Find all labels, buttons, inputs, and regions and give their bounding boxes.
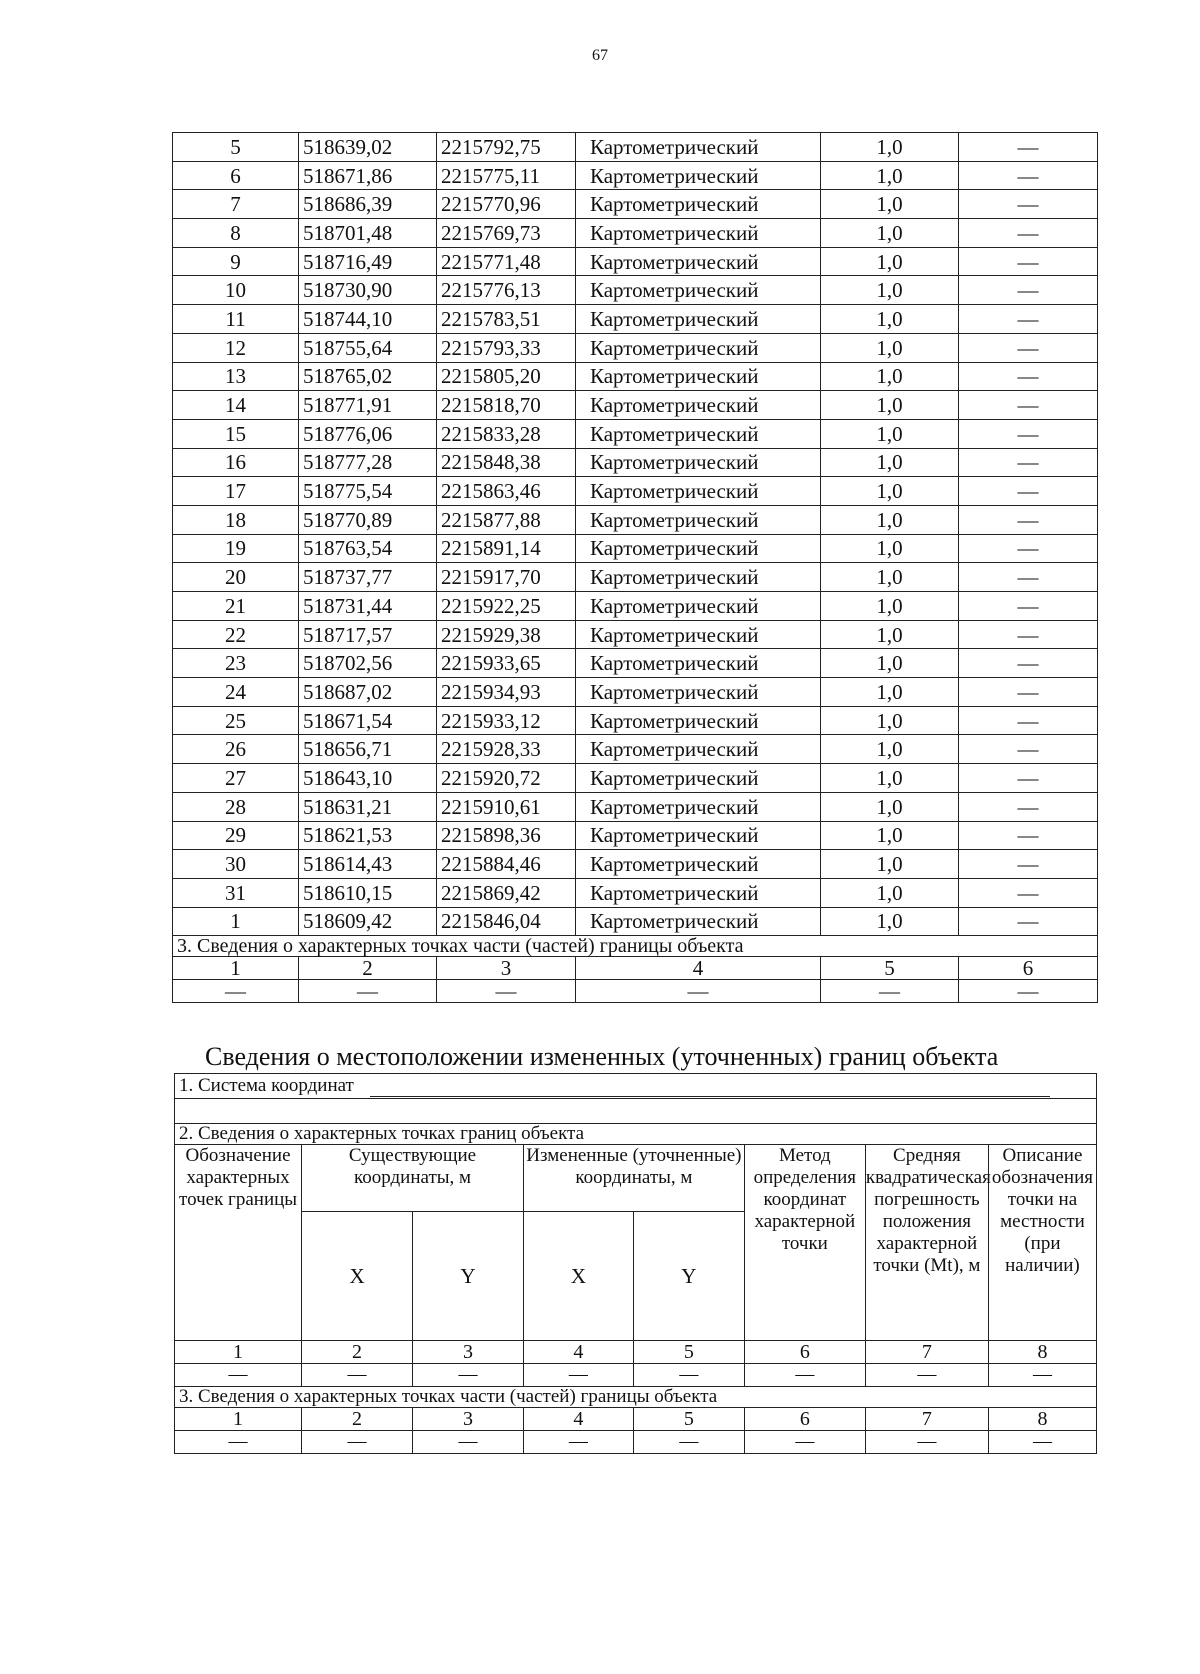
coord-y: 2215833,28: [437, 419, 576, 448]
point-number: 29: [173, 821, 299, 850]
table-row: [173, 276, 1098, 305]
point-number: 27: [173, 764, 299, 793]
description: —: [959, 792, 1098, 821]
point-number: 18: [173, 505, 299, 534]
point-number: 6: [173, 161, 299, 190]
method: Картометрический: [576, 907, 821, 936]
description: —: [959, 305, 1098, 334]
point-number: 11: [173, 305, 299, 334]
table-row: [173, 190, 1098, 219]
table-row: [173, 592, 1098, 621]
coord-y: 2215848,38: [437, 448, 576, 477]
description: —: [959, 161, 1098, 190]
coordinate-system-row: [175, 1074, 1097, 1099]
empty-dash: —: [175, 1431, 302, 1454]
table-row: [173, 333, 1098, 362]
table-row: [173, 649, 1098, 678]
point-number: 9: [173, 247, 299, 276]
error-value: 1,0: [821, 505, 959, 534]
coord-x: 518614,43: [299, 850, 437, 879]
empty-dash: —: [744, 1364, 865, 1387]
coord-x: 518671,86: [299, 161, 437, 190]
coord-y: 2215818,70: [437, 391, 576, 420]
empty-dash: —: [413, 1364, 524, 1387]
description: —: [959, 505, 1098, 534]
coord-y: 2215771,48: [437, 247, 576, 276]
method: Картометрический: [576, 276, 821, 305]
point-number: 10: [173, 276, 299, 305]
empty-dash: —: [437, 980, 576, 1003]
point-number: 19: [173, 534, 299, 563]
section-title: Сведения о местоположении измененных (уточненных) границ объекта: [205, 1042, 999, 1071]
column-number: 5: [633, 1408, 744, 1431]
coord-x: 518621,53: [299, 821, 437, 850]
empty-dash: —: [302, 1431, 413, 1454]
coord-y: 2215933,65: [437, 649, 576, 678]
point-number: 26: [173, 735, 299, 764]
coord-y: 2215776,13: [437, 276, 576, 305]
table-row: [173, 247, 1098, 276]
empty-dash: —: [413, 1431, 524, 1454]
coord-x: 518744,10: [299, 305, 437, 334]
coord-x: 518776,06: [299, 419, 437, 448]
column-number: 4: [576, 957, 821, 980]
section-2-heading: 2. Сведения о характерных точках границ объекта: [175, 1124, 1097, 1145]
coord-x: 518610,15: [299, 878, 437, 907]
column-number: 5: [633, 1341, 744, 1364]
description: —: [959, 247, 1098, 276]
method: Картометрический: [576, 649, 821, 678]
method: Картометрический: [576, 563, 821, 592]
empty-dash: —: [959, 980, 1098, 1003]
description: —: [959, 850, 1098, 879]
section-3-heading: 3. Сведения о характерных точках части (частей) границы объекта: [173, 936, 1098, 957]
column-number: 4: [523, 1408, 633, 1431]
table-row: [173, 821, 1098, 850]
description: —: [959, 563, 1098, 592]
table-row: [173, 161, 1098, 190]
empty-dash: —: [633, 1431, 744, 1454]
column-number: 3: [413, 1341, 524, 1364]
coord-x: 518716,49: [299, 247, 437, 276]
table-row: [173, 391, 1098, 420]
table-row: [173, 305, 1098, 334]
error-value: 1,0: [821, 907, 959, 936]
coord-x: 518730,90: [299, 276, 437, 305]
empty-dash: —: [523, 1431, 633, 1454]
error-value: 1,0: [821, 649, 959, 678]
column-number: 2: [299, 957, 437, 980]
coord-x: 518765,02: [299, 362, 437, 391]
error-value: 1,0: [821, 247, 959, 276]
description: —: [959, 620, 1098, 649]
point-number: 31: [173, 878, 299, 907]
coord-x: 518687,02: [299, 678, 437, 707]
description: —: [959, 649, 1098, 678]
coord-y: 2215877,88: [437, 505, 576, 534]
header-existing-x: X: [302, 1212, 413, 1341]
description: —: [959, 706, 1098, 735]
coord-x: 518702,56: [299, 649, 437, 678]
description: —: [959, 534, 1098, 563]
empty-dash: —: [744, 1431, 865, 1454]
point-number: 17: [173, 477, 299, 506]
coord-x: 518777,28: [299, 448, 437, 477]
column-number: 4: [523, 1341, 633, 1364]
table-row: [173, 219, 1098, 248]
header-method: Метод определения координат характерной точки: [744, 1145, 865, 1341]
coord-y: 2215869,42: [437, 878, 576, 907]
error-value: 1,0: [821, 735, 959, 764]
point-number: 30: [173, 850, 299, 879]
method: Картометрический: [576, 419, 821, 448]
column-number: 1: [175, 1341, 302, 1364]
table-row: [173, 678, 1098, 707]
table-row: [173, 505, 1098, 534]
table-row: [173, 362, 1098, 391]
header-existing-coords: Существующие координаты, м: [302, 1145, 524, 1212]
error-value: 1,0: [821, 133, 959, 162]
point-number: 15: [173, 419, 299, 448]
boundary-points-table: [172, 132, 1098, 1003]
description: —: [959, 448, 1098, 477]
column-number: 2: [302, 1408, 413, 1431]
coord-x: 518609,42: [299, 907, 437, 936]
coord-x: 518643,10: [299, 764, 437, 793]
empty-dash: —: [821, 980, 959, 1003]
method: Картометрический: [576, 190, 821, 219]
coord-y: 2215770,96: [437, 190, 576, 219]
point-number: 8: [173, 219, 299, 248]
coord-y: 2215783,51: [437, 305, 576, 334]
description: —: [959, 333, 1098, 362]
column-number: 8: [988, 1408, 1096, 1431]
empty-dash: —: [175, 1364, 302, 1387]
table-row: [173, 563, 1098, 592]
coord-x: 518770,89: [299, 505, 437, 534]
table-row: [173, 735, 1098, 764]
table-row: [173, 878, 1098, 907]
method: Картометрический: [576, 333, 821, 362]
method: Картометрический: [576, 792, 821, 821]
coord-x: 518631,21: [299, 792, 437, 821]
coord-y: 2215922,25: [437, 592, 576, 621]
error-value: 1,0: [821, 219, 959, 248]
point-number: 5: [173, 133, 299, 162]
table-row: [173, 706, 1098, 735]
error-value: 1,0: [821, 678, 959, 707]
coord-y: 2215863,46: [437, 477, 576, 506]
page-number: 67: [592, 47, 608, 64]
method: Картометрический: [576, 161, 821, 190]
method: Картометрический: [576, 362, 821, 391]
header-existing-y: Y: [413, 1212, 524, 1341]
error-value: 1,0: [821, 534, 959, 563]
coordinate-system-blank: [370, 1082, 1050, 1097]
coord-x: 518656,71: [299, 735, 437, 764]
method: Картометрический: [576, 735, 821, 764]
description: —: [959, 419, 1098, 448]
method: Картометрический: [576, 534, 821, 563]
column-number: 6: [744, 1341, 865, 1364]
error-value: 1,0: [821, 592, 959, 621]
method: Картометрический: [576, 448, 821, 477]
error-value: 1,0: [821, 878, 959, 907]
method: Картометрический: [576, 219, 821, 248]
description: —: [959, 821, 1098, 850]
method: Картометрический: [576, 247, 821, 276]
method: Картометрический: [576, 133, 821, 162]
error-value: 1,0: [821, 706, 959, 735]
description: —: [959, 477, 1098, 506]
empty-dash: —: [299, 980, 437, 1003]
coord-x: 518771,91: [299, 391, 437, 420]
coord-y: 2215891,14: [437, 534, 576, 563]
coord-y: 2215805,20: [437, 362, 576, 391]
column-number: 7: [865, 1341, 988, 1364]
error-value: 1,0: [821, 419, 959, 448]
point-number: 13: [173, 362, 299, 391]
coord-y: 2215933,12: [437, 706, 576, 735]
empty-dash: —: [576, 980, 821, 1003]
error-value: 1,0: [821, 821, 959, 850]
section-3-heading: 3. Сведения о характерных точках части (частей) границы объекта: [175, 1387, 1097, 1408]
table-row: [173, 448, 1098, 477]
method: Картометрический: [576, 391, 821, 420]
description: —: [959, 678, 1098, 707]
method: Картометрический: [576, 505, 821, 534]
error-value: 1,0: [821, 276, 959, 305]
column-number: 1: [173, 957, 299, 980]
coord-x: 518701,48: [299, 219, 437, 248]
header-designation: Обозначение характерных точек границы: [175, 1145, 302, 1341]
header-error: Средняя квадратическая погрешность положения характерной точки (Mt), м: [865, 1145, 988, 1341]
point-number: 16: [173, 448, 299, 477]
description: —: [959, 391, 1098, 420]
point-number: 21: [173, 592, 299, 621]
description: —: [959, 276, 1098, 305]
point-number: 12: [173, 333, 299, 362]
header-changed-y: Y: [633, 1212, 744, 1341]
method: Картометрический: [576, 305, 821, 334]
error-value: 1,0: [821, 305, 959, 334]
description: —: [959, 878, 1098, 907]
point-number: 28: [173, 792, 299, 821]
error-value: 1,0: [821, 391, 959, 420]
description: —: [959, 362, 1098, 391]
method: Картометрический: [576, 620, 821, 649]
point-number: 20: [173, 563, 299, 592]
coord-x: 518775,54: [299, 477, 437, 506]
coord-x: 518737,77: [299, 563, 437, 592]
column-number: 1: [175, 1408, 302, 1431]
coord-y: 2215929,38: [437, 620, 576, 649]
coord-y: 2215928,33: [437, 735, 576, 764]
empty-dash: —: [173, 980, 299, 1003]
column-number: 7: [865, 1408, 988, 1431]
description: —: [959, 735, 1098, 764]
coord-y: 2215769,73: [437, 219, 576, 248]
coord-y: 2215884,46: [437, 850, 576, 879]
method: Картометрический: [576, 592, 821, 621]
point-number: 25: [173, 706, 299, 735]
table-row: [173, 792, 1098, 821]
point-number: 22: [173, 620, 299, 649]
error-value: 1,0: [821, 190, 959, 219]
error-value: 1,0: [821, 161, 959, 190]
error-value: 1,0: [821, 362, 959, 391]
coord-y: 2215910,61: [437, 792, 576, 821]
empty-dash: —: [865, 1364, 988, 1387]
error-value: 1,0: [821, 764, 959, 793]
empty-dash: —: [633, 1364, 744, 1387]
coord-y: 2215934,93: [437, 678, 576, 707]
coord-x: 518717,57: [299, 620, 437, 649]
table-row: [173, 534, 1098, 563]
method: Картометрический: [576, 850, 821, 879]
method: Картометрический: [576, 764, 821, 793]
header-changed-coords: Измененные (уточненные) координаты, м: [523, 1145, 744, 1212]
column-number: 3: [413, 1408, 524, 1431]
point-number: 24: [173, 678, 299, 707]
column-number: 6: [744, 1408, 865, 1431]
method: Картометрический: [576, 678, 821, 707]
coord-y: 2215898,36: [437, 821, 576, 850]
column-number: 2: [302, 1341, 413, 1364]
empty-dash: —: [302, 1364, 413, 1387]
error-value: 1,0: [821, 792, 959, 821]
table-row: [173, 907, 1098, 936]
method: Картометрический: [576, 706, 821, 735]
changed-boundaries-table: [174, 1073, 1097, 1454]
blank-row: [175, 1099, 1097, 1124]
error-value: 1,0: [821, 477, 959, 506]
error-value: 1,0: [821, 448, 959, 477]
description: —: [959, 219, 1098, 248]
coord-x: 518763,54: [299, 534, 437, 563]
column-number: 3: [437, 957, 576, 980]
description: —: [959, 592, 1098, 621]
coord-y: 2215920,72: [437, 764, 576, 793]
coord-y: 2215846,04: [437, 907, 576, 936]
coord-y: 2215792,75: [437, 133, 576, 162]
empty-dash: —: [865, 1431, 988, 1454]
error-value: 1,0: [821, 620, 959, 649]
point-number: 14: [173, 391, 299, 420]
empty-dash: —: [988, 1364, 1096, 1387]
description: —: [959, 764, 1098, 793]
column-number: 6: [959, 957, 1098, 980]
coord-x: 518639,02: [299, 133, 437, 162]
header-changed-x: X: [523, 1212, 633, 1341]
coord-x: 518755,64: [299, 333, 437, 362]
coord-y: 2215917,70: [437, 563, 576, 592]
column-number: 5: [821, 957, 959, 980]
table-row: [173, 764, 1098, 793]
description: —: [959, 907, 1098, 936]
empty-dash: —: [523, 1364, 633, 1387]
column-number: 8: [988, 1341, 1096, 1364]
table-row: [173, 419, 1098, 448]
method: Картометрический: [576, 477, 821, 506]
coordinate-system-label: 1. Система координат: [179, 1075, 354, 1096]
coord-x: 518686,39: [299, 190, 437, 219]
description: —: [959, 190, 1098, 219]
table-row: [173, 620, 1098, 649]
coord-x: 518731,44: [299, 592, 437, 621]
error-value: 1,0: [821, 333, 959, 362]
method: Картометрический: [576, 878, 821, 907]
header-description: Описание обозначения точки на местности (при наличии): [988, 1145, 1096, 1341]
table-row: [173, 477, 1098, 506]
empty-dash: —: [988, 1431, 1096, 1454]
coord-x: 518671,54: [299, 706, 437, 735]
point-number: 1: [173, 907, 299, 936]
method: Картометрический: [576, 821, 821, 850]
point-number: 23: [173, 649, 299, 678]
coord-y: 2215793,33: [437, 333, 576, 362]
error-value: 1,0: [821, 850, 959, 879]
point-number: 7: [173, 190, 299, 219]
table-row: [173, 133, 1098, 162]
table-row: [173, 850, 1098, 879]
coord-y: 2215775,11: [437, 161, 576, 190]
error-value: 1,0: [821, 563, 959, 592]
description: —: [959, 133, 1098, 162]
